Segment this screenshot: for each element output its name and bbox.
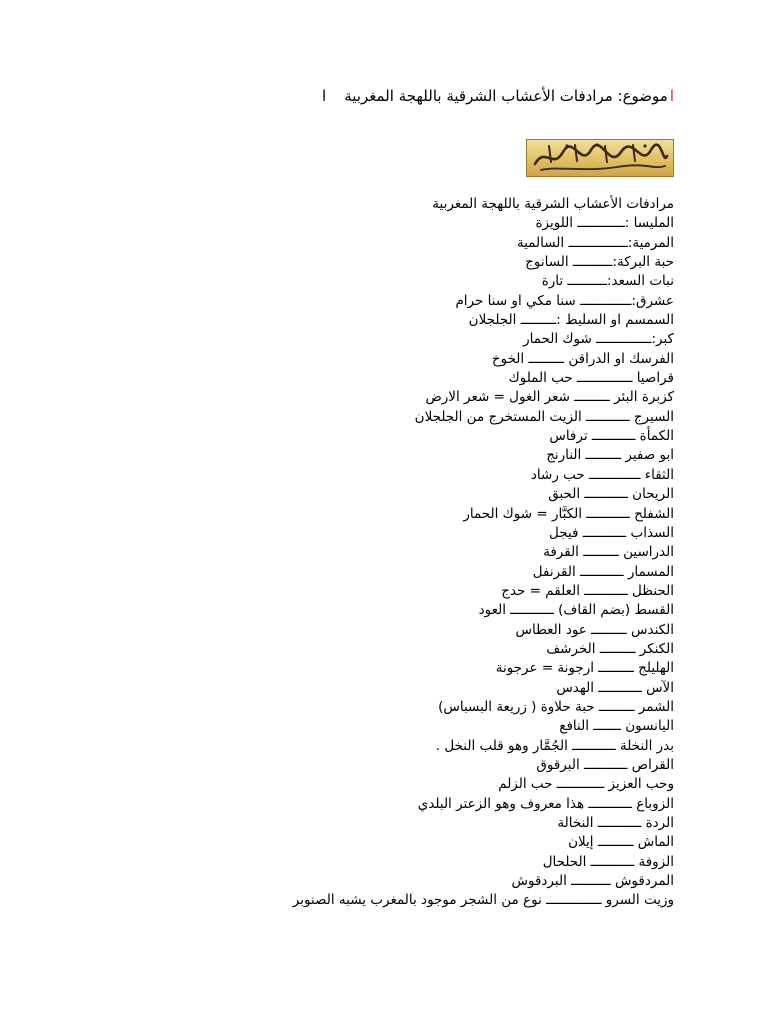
topic-heading xyxy=(322,86,674,106)
list-item: الكنكر ـــــــــ الخرشف xyxy=(546,640,674,657)
topic-text: موضوع: مرادفات الأعشاب الشرقية باللهجة المغربية xyxy=(344,87,668,105)
list-item: الهليلج ـــــــــ ارجونة = عرجونة xyxy=(495,660,674,677)
list-item: الزوفة ـــــــــــ الحلحال xyxy=(542,853,674,870)
list-item: كبر:ــــــــــــــ شوك الحمار xyxy=(523,331,674,348)
list-item: المرمية:ـــــــــــــــ السالمية xyxy=(516,234,674,251)
list-item: السيرج ـــــــــــ الزيت المستخرج من الجلجلان xyxy=(414,408,674,425)
list-item: بدر النخلة ـــــــــــ الجُمَّار وهو قلب النخل . xyxy=(435,737,674,754)
list-item: الزوباع ـــــــــــ هذا معروف وهو الزعتر البلدي xyxy=(417,795,674,812)
list-item: المردقوش ــــــــــ البردقوش xyxy=(511,873,674,890)
list-item: حبة البركة:ــــــــــ السانوج xyxy=(525,254,674,271)
list-item: نبات السعد:ــــــــــ تارة xyxy=(541,273,674,290)
list-item: الفرسك او الدراقن ـــــــــ الخوخ xyxy=(491,350,674,367)
list-item: الشفلح ـــــــــــ الكبَّار = شوك الحمار xyxy=(463,505,674,522)
list-item: الحنظل ـــــــــــ العلقم = حدج xyxy=(501,582,674,599)
list-item: الكمأة ـــــــــــ ترفاس xyxy=(549,428,674,445)
list-item: القسط (بضم القاف) ـــــــــــ العود xyxy=(478,602,674,619)
topic-mark: ا xyxy=(669,87,674,105)
list-item: المليسا :ــــــــــــ اللويزة xyxy=(535,215,674,232)
list-item: الشمر ـــــــــ حبة حلاوة ( زريعة البسباس) xyxy=(438,698,674,715)
list-item: وزيت السرو ــــــــــــــ نوع من الشجر موجود بالمغرب يشبه الصنوبر xyxy=(292,892,674,909)
list-item: الكندس ـــــــــ عود العطاس xyxy=(515,621,674,638)
list-item: الآس ـــــــــــ الهدس xyxy=(556,679,674,696)
topic-trailing-mark: ا xyxy=(322,87,327,105)
list-item: اليانسون ـــــــ النافع xyxy=(559,718,674,735)
list-item: المسمار ـــــــــــ القرنفل xyxy=(532,563,674,580)
calligraphy-banner xyxy=(526,139,674,177)
list-item: السذاب ـــــــــــ فيجل xyxy=(548,524,674,541)
list-item: وحب العزيز ــــــــــــ حب الزلم xyxy=(498,776,674,793)
list-item: الدراسين ـــــــــ القرفة xyxy=(543,544,674,561)
list-item: الثقاء ـــــــــــــ حب رشاد xyxy=(530,466,674,483)
list-item: الريحان ـــــــــــ الحبق xyxy=(548,486,674,503)
list-item: ابو صفير ـــــــــ النارنج xyxy=(546,447,674,464)
list-item: السمسم او السليط :ـــــــــ الجلجلان xyxy=(468,312,674,329)
synonym-list xyxy=(114,195,674,911)
list-item: عشرق:ـــــــــــــ سنا مكي او سنا حرام xyxy=(455,292,674,309)
list-item: كزبرة البئر ـــــــــ شعر الغول = شعر الارض xyxy=(425,389,674,406)
list-item: القراص ـــــــــــ البرقوق xyxy=(536,756,674,773)
list-item: الردة ـــــــــــ النخالة xyxy=(557,815,674,831)
calligraphy-icon xyxy=(527,140,673,176)
list-subheading: مرادفات الأعشاب الشرقية باللهجة المغربية xyxy=(432,196,674,212)
list-item: الماش ـــــــــ إيلان xyxy=(568,834,674,851)
list-item: قراصيا ــــــــــــــ حب الملوك xyxy=(508,370,674,387)
